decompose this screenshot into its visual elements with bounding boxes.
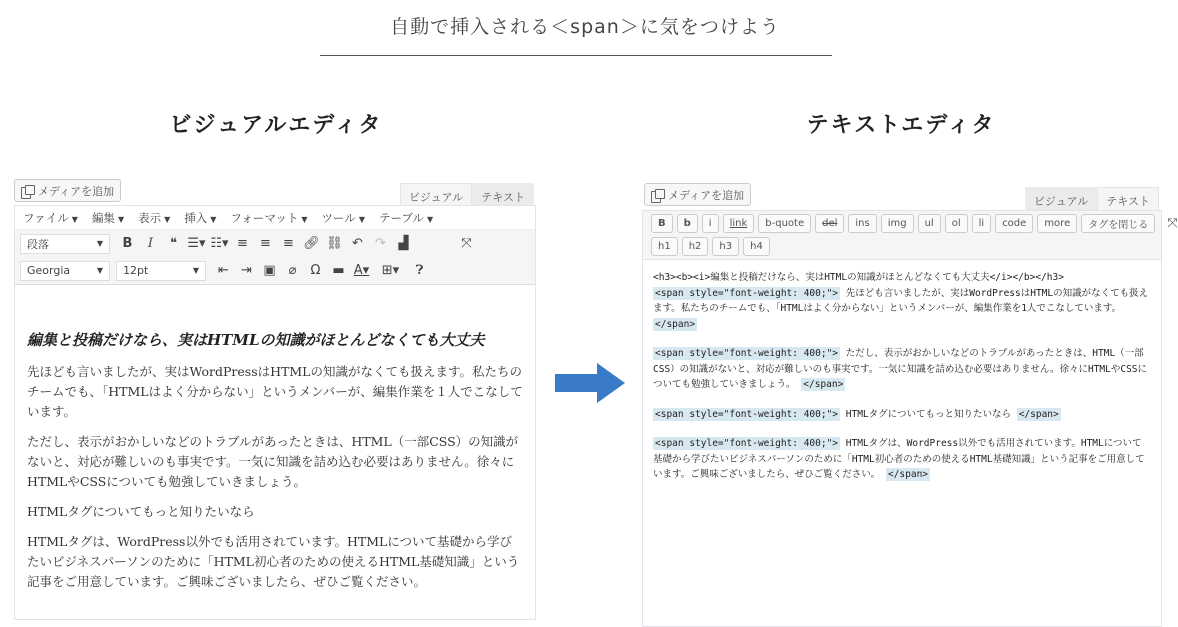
menu-file[interactable]: ファイル ▼ [23, 210, 78, 225]
qt-h2-button[interactable]: h2 [682, 237, 709, 256]
source-line-heading: <h3><b><i>編集と投稿だけなら、実はHTMLの知識がほとんどなくても大丈夫</i></b></h3> [653, 272, 1064, 283]
source-text: HTMLタグについてもっと知りたいなら [845, 408, 1011, 420]
right-arrow-icon [555, 363, 625, 403]
redo-icon[interactable]: ↷ [375, 236, 386, 251]
font-size-select[interactable]: 12pt ▼ [116, 261, 206, 281]
qt-h4-button[interactable]: h4 [743, 237, 770, 256]
chevron-down-icon: ▼ [96, 239, 103, 248]
fullscreen-icon[interactable]: ⤧ [461, 236, 472, 251]
qt-ul-button[interactable]: ul [918, 214, 941, 233]
content-paragraph: HTMLタグについてもっと知りたいなら [27, 504, 255, 519]
tab-text[interactable]: テキスト [472, 183, 534, 211]
source-paragraph [653, 346, 1151, 393]
quicktags-toolbar [642, 210, 1178, 260]
content-paragraph: HTMLタグは、WordPress以外でも活用されています。HTMLについて基礎から学びたいビジネスパーソンのために「HTML初心者のための使えるHTML基礎知識」という記事をご用意しています。ご興味ございましたら、ぜひご覧ください。 [27, 534, 520, 589]
horizontal-rule-icon[interactable]: ▬ [332, 263, 345, 278]
content-paragraph: 先ほども言いましたが、実はWordPressはHTMLの知識がなくても扱えます。私たちのチームでも、「HTMLはよく分からない」というメンバーが、編集作業を１人でこなしています。 [27, 364, 523, 419]
title-divider [320, 55, 832, 56]
fullscreen-icon[interactable]: ⤧ [1167, 216, 1178, 231]
menu-insert[interactable]: 挿入 ▼ [184, 210, 217, 225]
formatting-toolbar [15, 230, 535, 285]
tab-visual[interactable]: ビジュアル [1025, 187, 1097, 215]
menubar [15, 206, 535, 230]
link-icon[interactable]: 🔗︎ [303, 236, 320, 251]
blockquote-icon[interactable]: ❝ [170, 236, 177, 251]
span-close-tag: </span> [887, 469, 929, 480]
menu-edit[interactable]: 編集 ▼ [91, 210, 125, 225]
qt-italic-button[interactable]: i [702, 214, 719, 233]
qt-ol-button[interactable]: ol [945, 214, 968, 233]
quicktags-row-2 [651, 237, 1157, 256]
tinymce-editor [14, 205, 536, 620]
add-media-button[interactable] [644, 183, 751, 206]
italic-icon[interactable]: I [147, 236, 154, 251]
content-paragraph: ただし、表示がおかしいなどのトラブルがあったときは、HTML（一部CSS）の知識がないと、対応が難しいのも事実です。一気に知識を詰め込む必要はありません。徐々にHTMLやCSSについても勉強していきましょう。 [27, 434, 519, 489]
source-paragraph [653, 407, 1151, 423]
tab-visual[interactable]: ビジュアル [400, 183, 472, 211]
add-media-label: メディアを追加 [38, 184, 115, 198]
quicktags-row-1 [651, 214, 1178, 233]
help-icon[interactable]: ❓︎ [415, 263, 424, 278]
qt-b-button[interactable]: b [677, 214, 698, 233]
align-center-icon[interactable]: ≡ [260, 236, 271, 251]
stamp-icon[interactable]: ▟ [398, 236, 409, 251]
html-textarea[interactable] [642, 260, 1162, 627]
bullet-list-icon[interactable]: ☰▾ [187, 236, 206, 251]
menu-table[interactable]: テーブル ▼ [378, 210, 434, 225]
visual-editor-heading: ビジュアルエディタ [169, 113, 383, 138]
qt-del-button[interactable]: del [815, 214, 844, 233]
menu-view[interactable]: 表示 ▼ [138, 210, 171, 225]
table-icon[interactable]: ⊞▾ [381, 263, 400, 278]
qt-ins-button[interactable]: ins [848, 214, 876, 233]
menu-format[interactable]: フォーマット ▼ [230, 210, 308, 225]
add-media-label: メディアを追加 [668, 188, 745, 202]
tab-text[interactable]: テキスト [1097, 187, 1159, 215]
toolbar-row-1 [15, 230, 535, 257]
span-close-tag: </span> [1018, 408, 1059, 420]
qt-img-button[interactable]: img [881, 214, 914, 233]
qt-blockquote-button[interactable]: b-quote [758, 214, 811, 233]
special-char-icon[interactable]: Ω [310, 263, 321, 278]
outdent-icon[interactable]: ⇤ [218, 263, 229, 278]
span-open-tag: <span style="font-weight: 400;"> [655, 287, 839, 299]
span-close-tag: </span> [655, 318, 696, 330]
span-open-tag: <span style="font-weight: 400;"> [655, 348, 839, 359]
media-icon [651, 189, 664, 201]
align-left-icon[interactable]: ≡ [237, 236, 248, 251]
media-icon [21, 185, 34, 197]
content-heading: 編集と投稿だけなら、実はHTMLの知識がほとんどなくても大丈夫 [27, 331, 485, 349]
numbered-list-icon[interactable]: ☷▾ [210, 236, 229, 251]
span-open-tag: <span style="font-weight: 400;"> [655, 408, 839, 420]
source-text: ただし、表示がおかしいなどのトラブルがあったときは、HTML（一部CSS）の知識がないと、対応が難しいのも事実です。一気に知識を詰め込む必要はありません。徐々にHTMLやCSSについても勉強していきましょう。 [653, 348, 1148, 390]
chevron-down-icon: ▼ [96, 266, 103, 275]
visual-editor [12, 176, 540, 622]
qt-h3-button[interactable]: h3 [712, 237, 739, 256]
toolbar-row-2 [15, 257, 535, 284]
block-format-select[interactable]: 段落 ▼ [20, 234, 110, 254]
align-right-icon[interactable]: ≡ [283, 236, 294, 251]
add-media-button[interactable] [14, 179, 121, 202]
qt-more-button[interactable]: more [1037, 214, 1077, 233]
qt-h1-button[interactable]: h1 [651, 237, 678, 256]
qt-link-button[interactable]: link [723, 214, 755, 233]
bold-icon[interactable]: B [122, 236, 133, 251]
text-editor-heading: テキストエディタ [806, 113, 996, 138]
page-title: 自動で挿入される＜span＞に気をつけよう [390, 16, 780, 38]
text-editor [640, 176, 1178, 627]
qt-li-button[interactable]: li [972, 214, 992, 233]
clear-format-icon[interactable]: ⌀ [288, 263, 297, 278]
span-open-tag: <span style="font-weight: 400;"> [655, 438, 839, 449]
source-paragraph [653, 436, 1151, 483]
indent-icon[interactable]: ⇥ [241, 263, 252, 278]
qt-code-button[interactable]: code [995, 214, 1033, 233]
undo-icon[interactable]: ↶ [352, 236, 363, 251]
span-close-tag: </span> [803, 379, 844, 390]
text-color-icon[interactable]: A▾ [353, 263, 370, 278]
unlink-icon[interactable]: ⛓ [326, 236, 343, 251]
qt-close-tags-button[interactable]: タグを閉じる [1081, 214, 1155, 233]
visual-content[interactable] [15, 316, 535, 619]
source-text: 先ほども言いましたが、実はWordPressはHTMLの知識がなくても扱えます。私たちのチームでも、「HTMLはよく分からない」というメンバーが、編集作業を1人でこなしています。 [653, 287, 1149, 314]
source-paragraph [653, 286, 1151, 333]
font-family-select[interactable]: Georgia ▼ [20, 261, 110, 281]
qt-bold-button[interactable]: B [651, 214, 673, 233]
chevron-down-icon: ▼ [192, 266, 199, 275]
menu-tools[interactable]: ツール ▼ [321, 210, 365, 225]
source-text: HTMLタグは、WordPress以外でも活用されています。HTMLについて基礎から学びたいビジネスパーソンのために「HTML初心者のための使えるHTML基礎知識」という記事をご用意しています。ご興味ございましたら、ぜひご覧ください。 [653, 438, 1145, 480]
paste-text-icon[interactable]: ▣ [263, 263, 276, 278]
